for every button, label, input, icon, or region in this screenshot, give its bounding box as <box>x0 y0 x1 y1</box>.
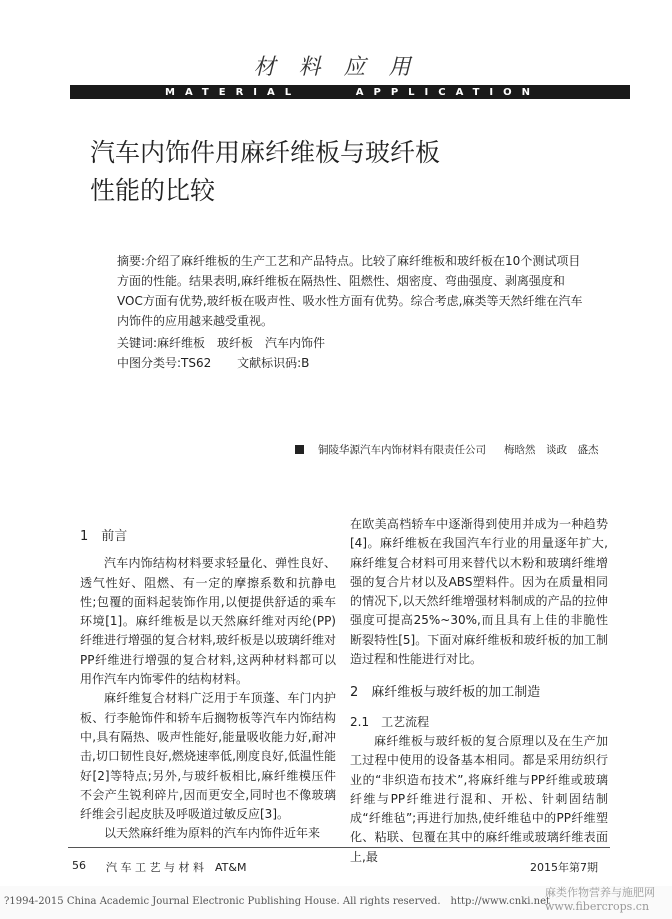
footer-rule <box>68 847 610 848</box>
affiliation: 铜陵华源汽车内饰材料有限责任公司 <box>318 444 486 456</box>
paragraph: 在欧美高档轿车中逐渐得到使用并成为一种趋势[4]。麻纤维板在我国汽车行业的用量逐年扩大,麻纤维复合材料可用来替代以木粉和玻璃纤维增强的复合片材以及ABS塑料件。因为在质量相同的情况下,以天然纤维增强材料制成的产品的拉伸强度可提高25%~30%,而且具有上佳的非脆性断裂特性[5]。下面对麻纤维板和玻纤板的加工制造过程和性能进行对比。 <box>350 517 608 667</box>
heading-section-2-1: 2.1 工艺流程 <box>350 714 430 729</box>
issue-number: 2015年第7期 <box>530 861 598 874</box>
classification-line <box>117 353 309 373</box>
watermark <box>545 886 655 914</box>
title-line-1: 汽车内饰件用麻纤维板与玻纤板 <box>90 138 441 167</box>
paragraph: 以天然麻纤维为原料的汽车内饰件近年来 <box>104 826 321 841</box>
classification-number: 中图分类号:TS62 <box>117 356 212 370</box>
document-code: 文献标识码:B <box>237 356 310 370</box>
bullet-square-icon <box>295 445 304 454</box>
watermark-line-2: www.fibercrops.cn <box>545 900 650 913</box>
heading-section-2: 2 麻纤维板与玻纤板的加工制造 <box>350 685 541 701</box>
banner-left-text: MATERIAL <box>165 86 302 98</box>
paragraph: 汽车内饰结构材料要求轻量化、弹性良好、透气性好、阻燃、有一定的摩擦系数和抗静电性;包覆的面料起装饰作用,以便提供舒适的乘车环境[1]。麻纤维板是以天然麻纤维对丙纶(PP)纤维进行增强的复合材料,玻纤板是以玻璃纤维对PP纤维进行增强的复合材料,这两种材料都可以用作汽车内饰零件的结构材料。 <box>80 556 336 687</box>
heading-introduction: 1 前言 <box>80 529 128 544</box>
abstract-text: 摘要:介绍了麻纤维板的生产工艺和产品特点。比较了麻纤维板和玻纤板在10个测试项目方面的性能。结果表明,麻纤维板在隔热性、阻燃性、烟密度、弯曲强度、剥离强度和VOC方面有优势,玻纤板在吸声性、吸水性方面有优势。综合考虑,麻类等天然纤维在汽车内饰件的应用越来越受重视。 <box>117 254 583 328</box>
journal-name: 汽 车 工 艺 与 材 料 AT&M <box>106 861 247 874</box>
copyright-bar <box>0 886 672 919</box>
banner-right-text: APPLICATION <box>355 86 540 98</box>
author-names: 梅晗然 谈政 盛杰 <box>504 444 599 456</box>
abstract <box>117 251 587 331</box>
author-line <box>295 442 599 457</box>
page-number: 56 <box>72 859 86 872</box>
paragraph: 麻纤维板与玻纤板的复合原理以及在生产加工过程中使用的设备基本相同。都是采用纺织行业的“非织造布技术”,将麻纤维与PP纤维或玻璃纤维与PP纤维进行混和、开松、针刺固结制成“纤维毡”;再进行加热,使纤维毡中的PP纤维塑化、粘联、包覆在其中的麻纤维或玻璃纤维表面上,最 <box>350 733 608 864</box>
section-banner <box>70 85 630 99</box>
right-column <box>350 515 608 867</box>
article-title <box>90 134 440 210</box>
left-column <box>80 527 336 844</box>
title-line-2: 性能的比较 <box>90 176 216 205</box>
copyright-text: ?1994-2015 China Academic Journal Electronic Publishing House. All rights reserved. http://www.cnki.net <box>4 896 551 907</box>
watermark-line-1: 麻类作物营养与施肥网 <box>545 886 655 899</box>
keywords: 关键词:麻纤维板 玻纤板 汽车内饰件 <box>117 336 326 350</box>
paragraph: 麻纤维复合材料广泛用于车顶蓬、车门内护板、行李舱饰件和轿车后搁物板等汽车内饰结构中,具有隔热、吸声性能好,能量吸收能力好,耐冲击,切口韧性良好,燃烧速率低,刚度良好,低温性能好[2]等特点;另外,与玻纤板相比,麻纤维模压件不会产生锐利碎片,因而更安全,同时也不像玻璃纤维会引起皮肤及呼吸道过敏反应[3]。 <box>80 691 336 822</box>
section-label: 材 料 应 用 <box>253 55 419 80</box>
